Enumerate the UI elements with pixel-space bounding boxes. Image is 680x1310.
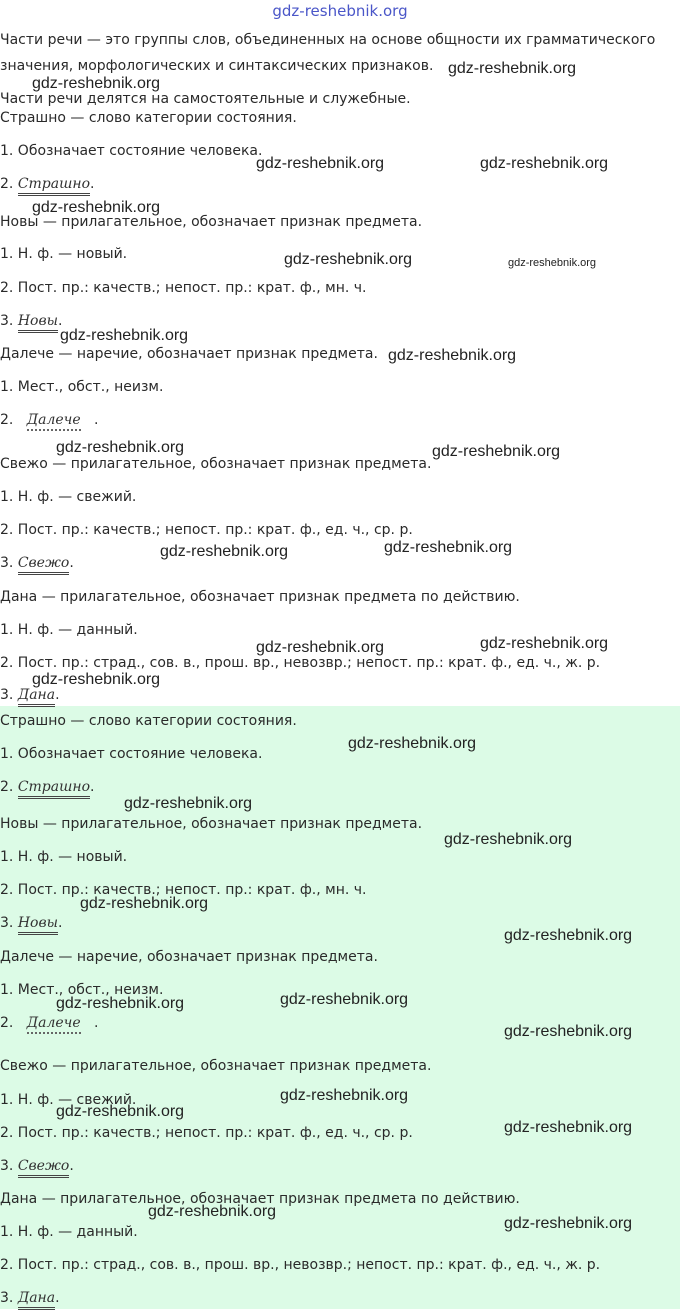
watermark: gdz-reshebnik.org: [280, 991, 409, 1008]
watermark: gdz-reshebnik.org: [80, 895, 209, 912]
underlined-word: Дана: [18, 1290, 55, 1310]
daleche-title: Далече — наречие, обозначает признак предмета.: [0, 346, 378, 362]
strashno-item-1: 1. Обозначает состояние человека.: [0, 143, 263, 159]
watermark: gdz-reshebnik.org: [504, 927, 633, 944]
watermark: gdz-reshebnik.org: [388, 347, 517, 364]
intro-line-3: Части речи делятся на самостоятельные и служебные.: [0, 91, 411, 107]
watermark: gdz-reshebnik.org: [480, 635, 609, 652]
strashno-title-2: Страшно — слово категории состояния.: [0, 713, 297, 729]
watermark: gdz-reshebnik.org: [124, 795, 253, 812]
dana-item-3: 3. Дана.: [0, 686, 60, 704]
site-header[interactable]: gdz-reshebnik.org: [272, 2, 408, 20]
watermark: gdz-reshebnik.org: [444, 831, 573, 848]
watermark: gdz-reshebnik.org: [56, 439, 185, 456]
strashno-item-2: 2. Страшно.: [0, 175, 94, 193]
daleche-title-2: Далече — наречие, обозначает признак предмета.: [0, 949, 378, 965]
watermark: gdz-reshebnik.org: [60, 327, 189, 344]
dana-item-2: 2. Пост. пр.: страд., сов. в., прош. вр., невозвр.; непост. пр.: крат. ф., ед. ч., ж. р.: [0, 655, 601, 671]
dana-item-1-2: 1. Н. ф. — данный.: [0, 1224, 138, 1240]
daleche-item-1-2: 1. Мест., обст., неизм.: [0, 982, 164, 998]
daleche-item-2-2: 2. Далече .: [0, 1014, 98, 1032]
underlined-word: Страшно: [18, 779, 90, 799]
underlined-word: Дана: [18, 687, 55, 707]
svezho-title-2: Свежо — прилагательное, обозначает признак предмета.: [0, 1058, 432, 1074]
svezho-item-3: 3. Свежо.: [0, 554, 74, 572]
svezho-item-2: 2. Пост. пр.: качеств.; непост. пр.: крат. ф., ед. ч., ср. р.: [0, 522, 413, 538]
daleche-item-2: 2. Далече .: [0, 411, 98, 429]
dana-title: Дана — прилагательное, обозначает признак предмета по действию.: [0, 589, 520, 605]
svezho-item-1-2: 1. Н. ф. — свежий.: [0, 1092, 137, 1108]
underlined-word: Далече: [27, 412, 81, 431]
watermark: gdz-reshebnik.org: [384, 539, 513, 556]
watermark: gdz-reshebnik.org: [56, 995, 185, 1012]
watermark: gdz-reshebnik.org: [256, 639, 385, 656]
novy-item-3: 3. Новы.: [0, 312, 62, 330]
watermark: gdz-reshebnik.org: [148, 1203, 277, 1220]
dana-item-3-2: 3. Дана.: [0, 1289, 60, 1307]
watermark: gdz-reshebnik.org: [256, 155, 385, 172]
watermark: gdz-reshebnik.org: [280, 1087, 409, 1104]
underlined-word: Новы: [18, 313, 58, 333]
underlined-word: Далече: [27, 1015, 81, 1034]
svezho-title: Свежо — прилагательное, обозначает признак предмета.: [0, 456, 432, 472]
intro-line-1: Части речи — это группы слов, объединенных на основе общности их грамматического: [0, 32, 656, 48]
watermark: gdz-reshebnik.org: [348, 735, 477, 752]
watermark: gdz-reshebnik.org: [480, 155, 609, 172]
novy-item-2: 2. Пост. пр.: качеств.; непост. пр.: крат. ф., мн. ч.: [0, 280, 367, 296]
watermark: gdz-reshebnik.org: [504, 1215, 633, 1232]
svezho-item-1: 1. Н. ф. — свежий.: [0, 489, 137, 505]
underlined-word: Свежо: [18, 555, 70, 575]
watermark: gdz-reshebnik.org: [160, 543, 289, 560]
watermark: gdz-reshebnik.org: [508, 257, 597, 269]
underlined-word: Страшно: [18, 176, 90, 196]
novy-item-2-2: 2. Пост. пр.: качеств.; непост. пр.: крат. ф., мн. ч.: [0, 882, 367, 898]
dana-title-2: Дана — прилагательное, обозначает признак предмета по действию.: [0, 1191, 520, 1207]
underlined-word: Новы: [18, 915, 58, 935]
dana-item-1: 1. Н. ф. — данный.: [0, 622, 138, 638]
strashno-item-1-2: 1. Обозначает состояние человека.: [0, 746, 263, 762]
intro-line-2: значения, морфологических и синтаксических признаков.: [0, 58, 434, 74]
watermark: gdz-reshebnik.org: [504, 1023, 633, 1040]
dana-item-2-2: 2. Пост. пр.: страд., сов. в., прош. вр., невозвр.; непост. пр.: крат. ф., ед. ч., ж. р.: [0, 1257, 601, 1273]
svezho-item-3-2: 3. Свежо.: [0, 1157, 74, 1175]
watermark: gdz-reshebnik.org: [32, 671, 161, 688]
novy-title-2: Новы — прилагательное, обозначает признак предмета.: [0, 816, 423, 832]
underlined-word: Свежо: [18, 1158, 70, 1178]
watermark: gdz-reshebnik.org: [32, 199, 161, 216]
svezho-item-2-2: 2. Пост. пр.: качеств.; непост. пр.: крат. ф., ед. ч., ср. р.: [0, 1125, 413, 1141]
novy-item-3-2: 3. Новы.: [0, 914, 62, 932]
strashno-title: Страшно — слово категории состояния.: [0, 110, 297, 126]
daleche-item-1: 1. Мест., обст., неизм.: [0, 379, 164, 395]
watermark: gdz-reshebnik.org: [448, 60, 577, 77]
watermark: gdz-reshebnik.org: [56, 1103, 185, 1120]
watermark: gdz-reshebnik.org: [32, 75, 161, 92]
novy-title: Новы — прилагательное, обозначает признак предмета.: [0, 214, 423, 230]
watermark: gdz-reshebnik.org: [284, 251, 413, 268]
novy-item-1-2: 1. Н. ф. — новый.: [0, 849, 128, 865]
watermark: gdz-reshebnik.org: [432, 443, 561, 460]
strashno-item-2-2: 2. Страшно.: [0, 778, 94, 796]
watermark: gdz-reshebnik.org: [504, 1119, 633, 1136]
novy-item-1: 1. Н. ф. — новый.: [0, 246, 128, 262]
